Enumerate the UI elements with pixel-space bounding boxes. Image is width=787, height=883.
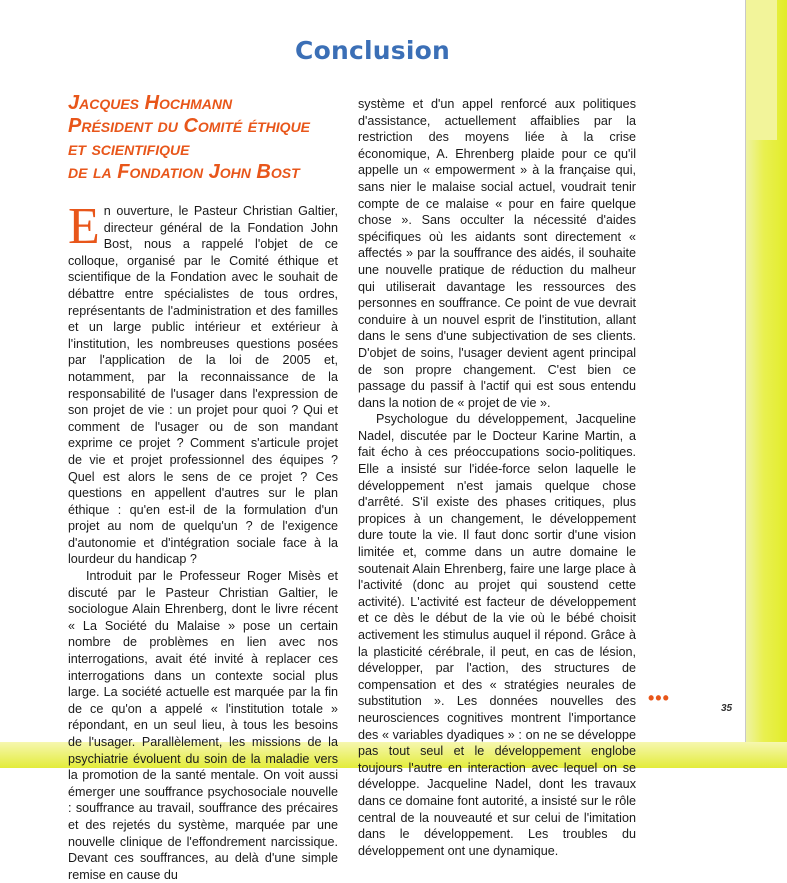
author-block bbox=[68, 92, 348, 184]
decorative-dots: ••• bbox=[648, 688, 670, 708]
author-role-line: et scientifique bbox=[68, 138, 190, 160]
author-role-line: Président du Comité éthique bbox=[68, 115, 311, 137]
page-edge-tab bbox=[745, 0, 777, 140]
author-name: Jacques Hochmann bbox=[68, 92, 233, 114]
paragraph: Introduit par le Professeur Roger Misès et discuté par le Pasteur Christian Galtier, le sociologue Alain Ehrenberg, dont le livre récent « La Société du Malaise » pose un certain nombre de problèmes en lien avec nos interrogations, avait été invité à replacer ces interrogations dans un contexte social plus large. La société actuelle est marquée par la fin de ce qu'on a appelé « l'institution totale » répondant, en un seul lieu, à tous les besoins de l'usager. Parallèlement, les missions de la psychiatrie évoluent du soin de la maladie vers la promotion de la santé mentale. On voit aussi émerger une souffrance psychosociale nouvelle : souffrance au travail, souffrance des précaires et des rejetés du système, marquée par une nouvelle clinique de l'effondrement narcissique. Devant ces souffrances, au delà d'une simple remise en cause du bbox=[68, 569, 338, 882]
page-title: Conclusion bbox=[295, 36, 450, 65]
left-column bbox=[68, 198, 338, 883]
right-column bbox=[358, 96, 636, 859]
drop-cap: E bbox=[68, 198, 100, 255]
page-number: 35 bbox=[721, 703, 733, 714]
paragraph: Psychologue du développement, Jacqueline Nadel, discutée par le Docteur Karine Martin, a fait écho à ces préoccupations socio-politiques. Elle a insisté sur l'idée-force selon laquelle le développement n'est jamais quelque chose d'arrêté. S'il existe des phases critiques, plus propices à un changement, le développement dure toute la vie. Il faut donc sortir d'une vision limitée et, comme dans un autre domaine le soutenait Alain Ehrenberg, faire une large place à l'activité (donc au projet qui soustend cette activité). L'activité est facteur de développement et ce dès le début de la vie où le bébé choisit activement les stimulus auquel il répond. Grâce à la plasticité cérébrale, il peut, en cas de lésion, développer, par l'action, des structures de compensation et des « stratégies neurales de substitution ». Les données nouvelles des neurosciences cognitives montrent l'importance des « variables dyadiques » : on ne se développe pas tout seul et le développement englobe toujours l'autre en interaction avec lequel on se développe. Jacqueline Nadel, dont les travaux dans ce domaine font autorité, a insisté sur le rôle central de la nouveauté et sur celui de l'imitation dans le développement. Les troubles du développement ont une dynamique. bbox=[358, 412, 636, 858]
author-role-line: de la Fondation John Bost bbox=[68, 161, 300, 183]
paragraph bbox=[68, 198, 338, 568]
paragraph-text: n ouverture, le Pasteur Christian Galtier, directeur général de la Fondation John Bost, nous a rappelé l'objet de ce colloque, organisé par le Comité éthique et scientifique de la Fondation avec le souhait de débattre entre spécialistes de tous ordres, représentants de l'administration et des familles et un large public intérieur et extérieur à l'institution, les nombreuses questions posées par l'application de la loi de 2005 et, notamment, par la reconnaissance de la responsabilité de l'usager dans l'expression de son projet de vie : un projet pour quoi ? Qui et comment de l'usager ou de son mandant exprime ce projet ? Comment s'articule projet de vie et projet professionnel des équipes ? Quel est alors le sens de ce projet ? Ces questions en appellent d'autres sur le plan éthique : qu'en est-il de la formulation d'un projet au nom de quelqu'un ? de l'exigence d'autonomie et d'intégration sociale face à la lourdeur du handicap ? bbox=[68, 204, 338, 567]
paragraph: système et d'un appel renforcé aux politiques d'assistance, actuellement affaiblies par la restriction des moyens liée à la crise économique, A. Ehrenberg plaide pour ce qu'il appelle un « empowerment » à la française qui, sans nier le malaise social actuel, voudrait tenir compte de ce malaise « pour en faire quelque chose ». Sans occulter la nécessité d'aides spécifiques où les aidants sont directement « affectés » par la souffrance des aidés, il souhaite une nouvelle pratique de réduction du malheur qui utiliserait davantage les ressources des personnes en souffrance. Ce point de vue devrait conduire à un nouvel esprit de l'institution, allant dans le sens d'une subjectivation de ses clients. D'objet de soins, l'usager devient agent principal de son propre changement. C'est bien ce passage du passif à l'actif qui est sous entendu dans la notion de « projet de vie ». bbox=[358, 97, 636, 410]
